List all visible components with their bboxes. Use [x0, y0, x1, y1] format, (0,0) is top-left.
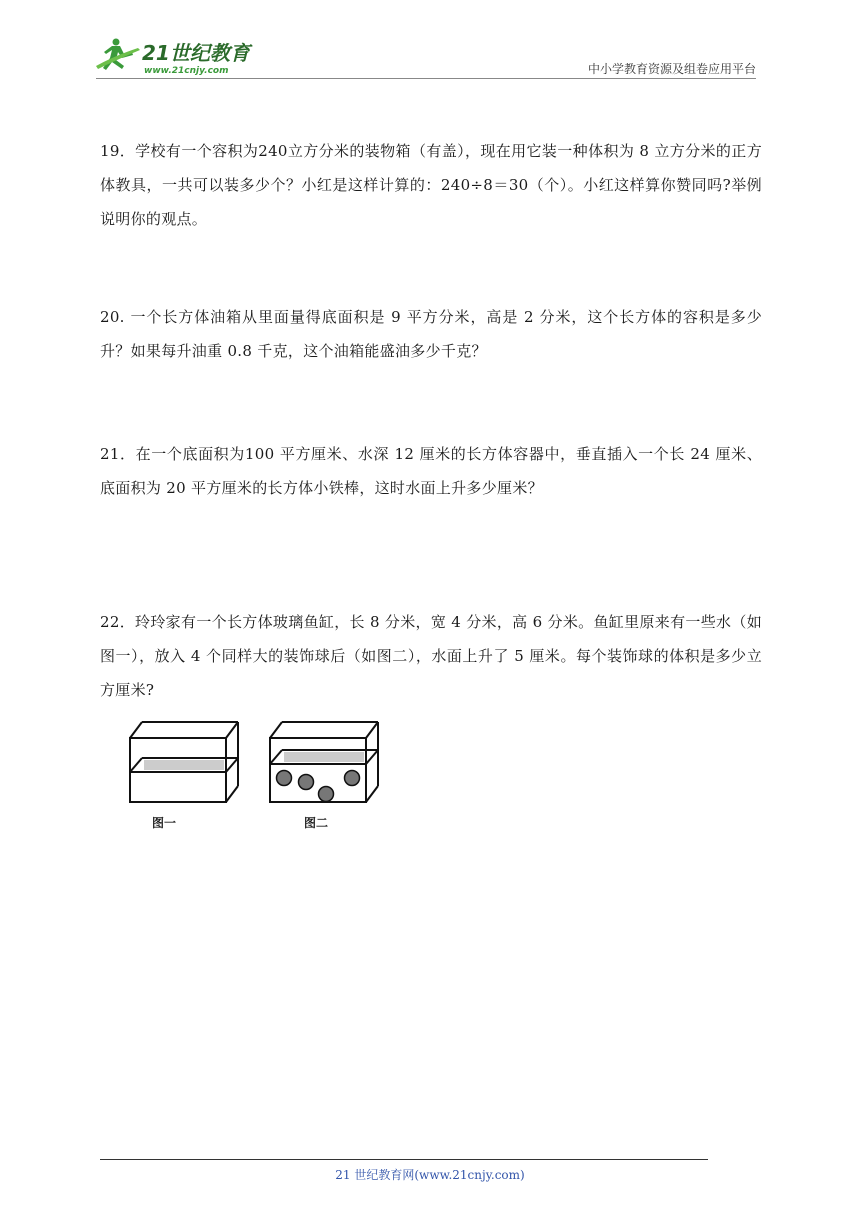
question-22: 22．玲玲家有一个长方体玻璃鱼缸，长 8 分米，宽 4 分米，高 6 分米。鱼缸里原来有一些水（如图一），放入 4 个同样大的装饰球后（如图二），水面上升了 5 厘米。每个装饰球的体积是多少立方厘米? [100, 613, 762, 699]
footer-divider [100, 1159, 708, 1160]
runner-icon [96, 39, 140, 71]
ball-icon [277, 771, 292, 786]
question-21: 21．在一个底面积为100 平方厘米、水深 12 厘米的长方体容器中，垂直插入一个长 24 厘米、底面积为 20 平方厘米的长方体小铁棒，这时水面上升多少厘米？ [100, 445, 762, 497]
logo-text: 21世纪教育 [142, 41, 250, 65]
logo-url: www.21cnjy.com [144, 66, 229, 76]
ball-icon [345, 771, 360, 786]
question-22-figures [126, 716, 396, 836]
page-header [0, 0, 860, 80]
tank-diagrams [126, 716, 396, 811]
ball-icon [299, 775, 314, 790]
header-platform-text: 中小学教育资源及组卷应用平台 [587, 62, 756, 76]
question-19: 19．学校有一个容积为240立方分米的装物箱（有盖），现在用它装一种体积为 8 立方分米的正方体教具，一共可以装多少个？小红是这样计算的：240÷8＝30（个）。小红这样算你赞同吗?举例说明你的观点。 [100, 142, 762, 228]
figure-1-tank [130, 722, 238, 802]
ball-icon [319, 787, 334, 802]
figure-2-label: 图二 [304, 816, 329, 830]
decorative-balls [277, 771, 360, 802]
site-logo [94, 36, 254, 78]
figure-1-label: 图一 [152, 816, 177, 830]
footer-link[interactable]: 21 世纪教育网(www.21cnjy.com) [335, 1168, 525, 1182]
header-divider [96, 78, 756, 79]
question-20: 20. 一个长方体油箱从里面量得底面积是 9 平方分米，高是 2 分米，这个长方体的容积是多少升？如果每升油重 0.8 千克，这个油箱能盛油多少千克？ [100, 308, 762, 360]
